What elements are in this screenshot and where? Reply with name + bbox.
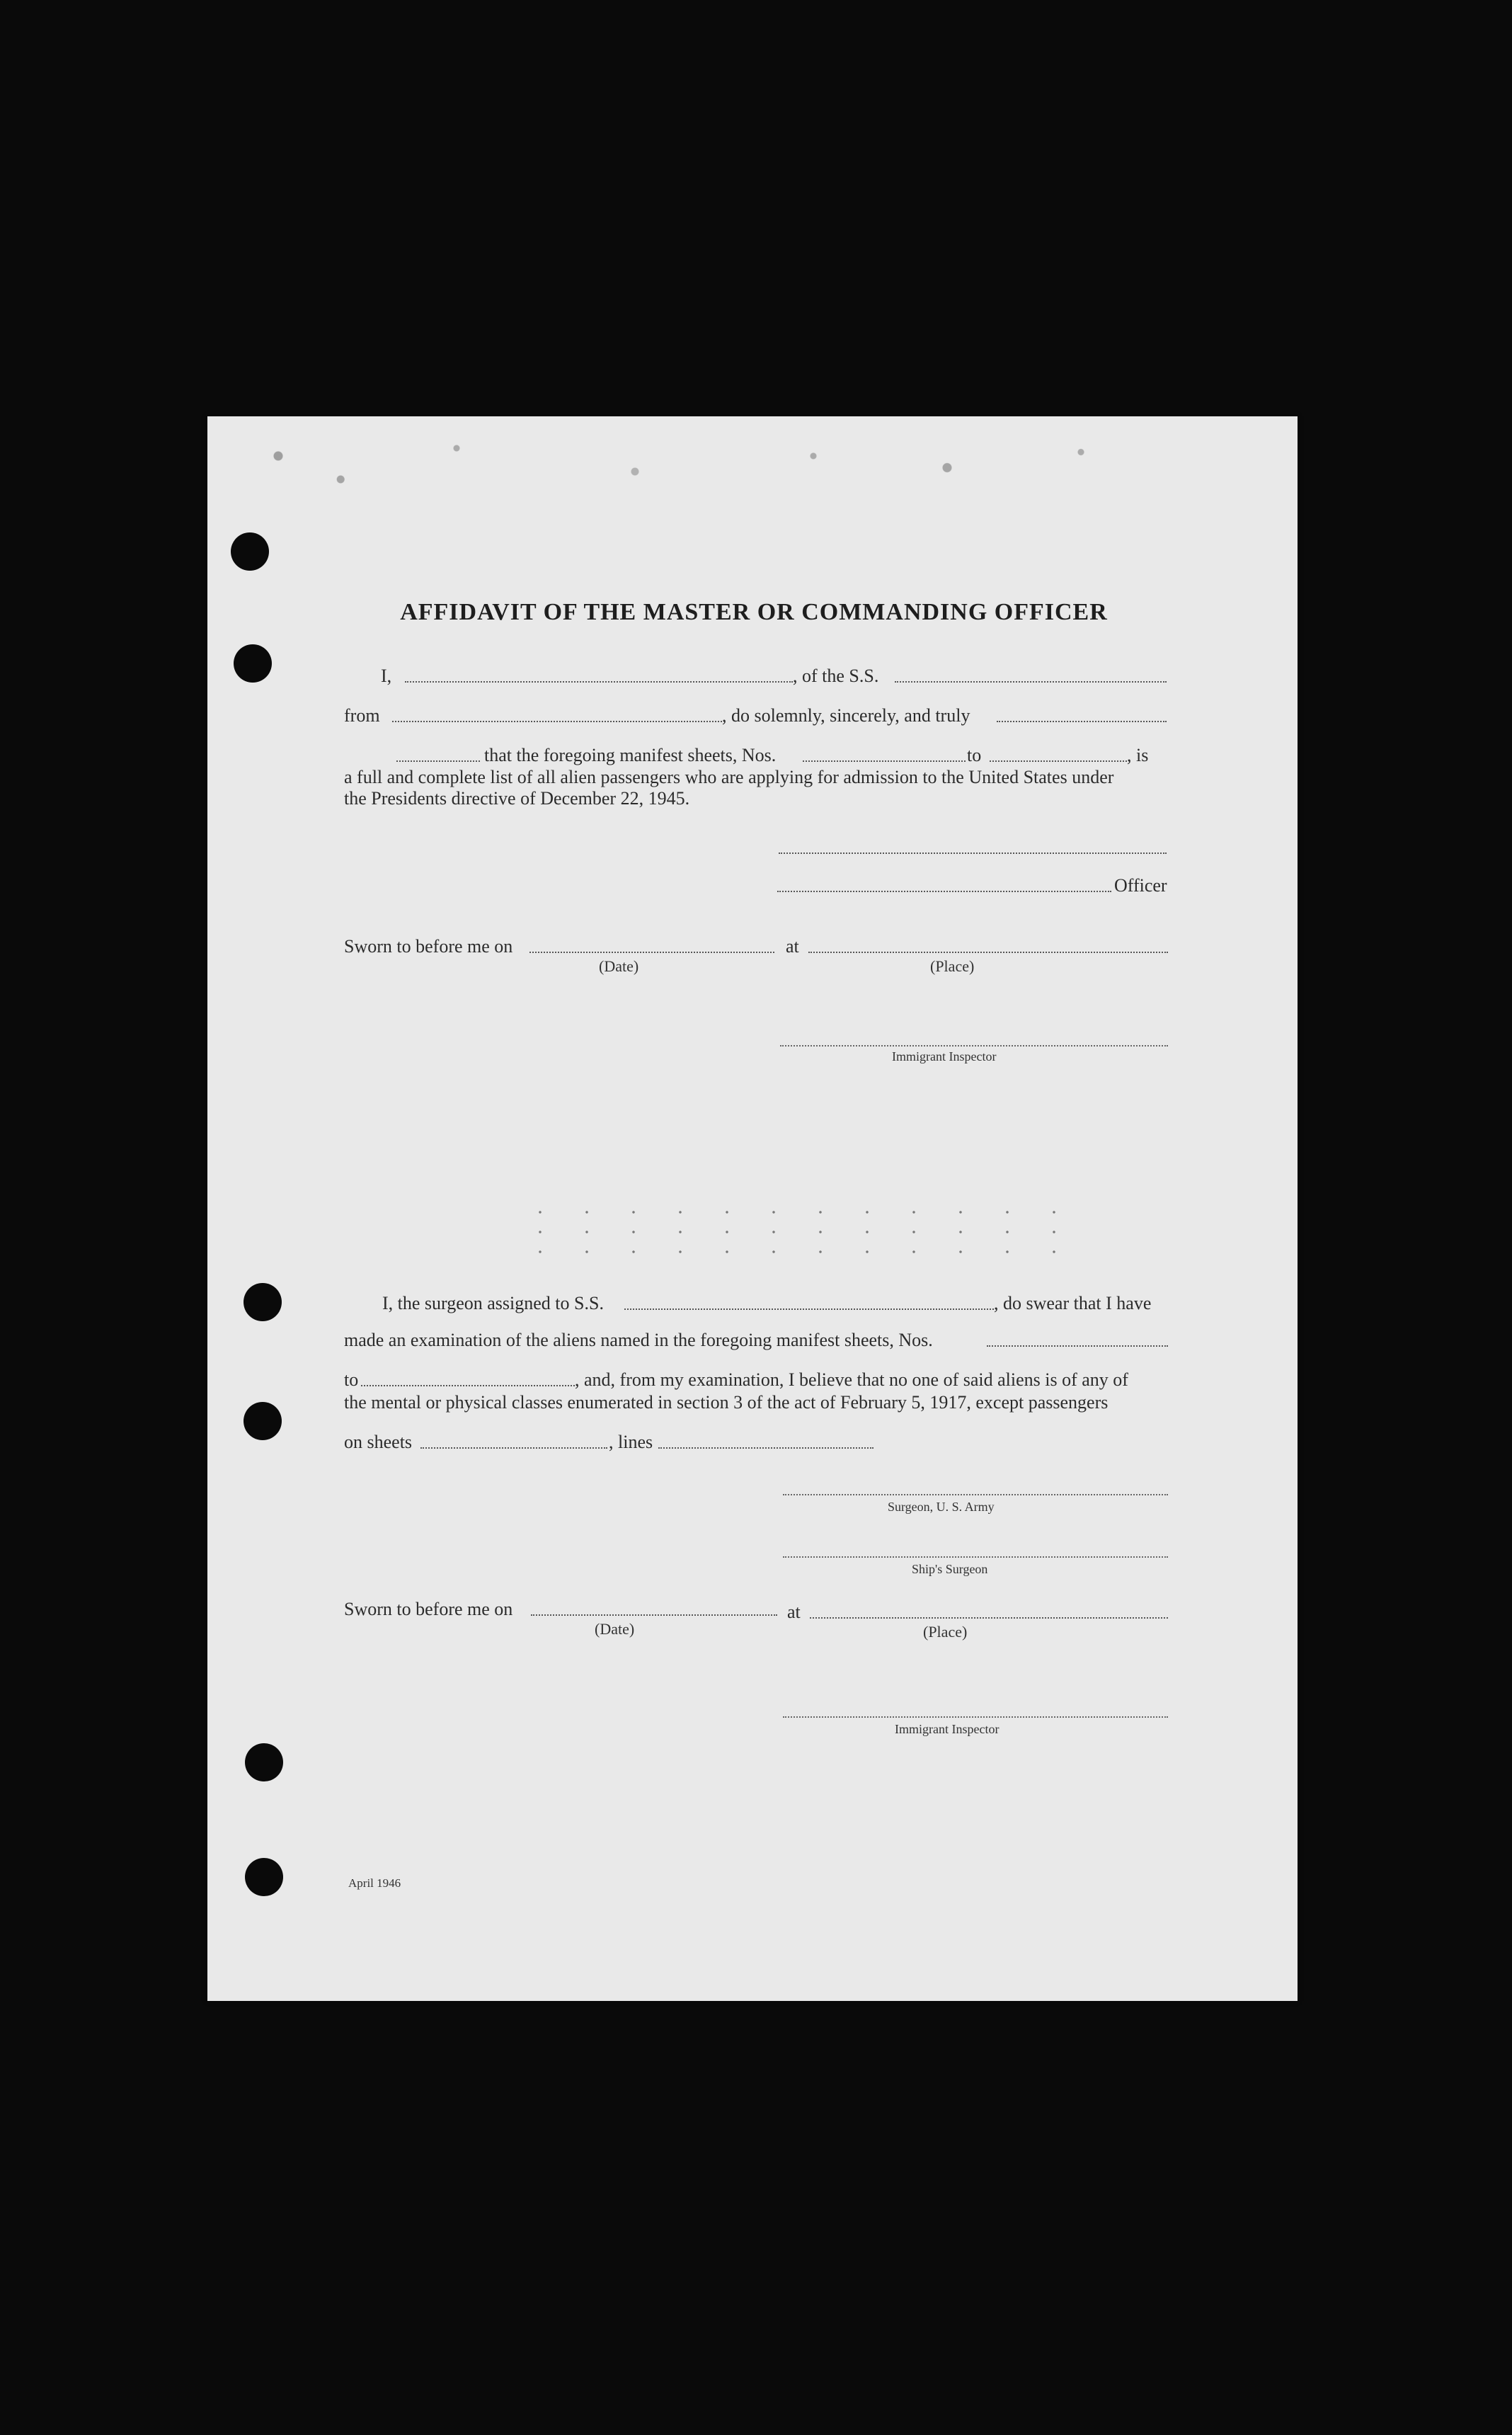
surgeon-place-caption: (Place) — [923, 1623, 968, 1641]
separator-dots — [517, 1231, 1083, 1233]
surgeon-to-field[interactable] — [361, 1385, 575, 1386]
stamp-smudge — [234, 425, 1126, 503]
army-surgeon-caption: Surgeon, U. S. Army — [888, 1500, 995, 1514]
surgeon-sworn-label: Sworn to before me on — [344, 1599, 513, 1619]
sworn-place-field[interactable] — [808, 952, 1168, 953]
master-prefix-field[interactable] — [396, 760, 480, 762]
surgeon-ship-field[interactable] — [624, 1308, 994, 1310]
inspector-signature-line[interactable] — [780, 1045, 1168, 1047]
surgeon-i-text: I, the surgeon assigned to S.S. — [382, 1293, 604, 1313]
master-name-field[interactable] — [405, 681, 793, 683]
master-swear-text: , do solemnly, sincerely, and truly — [722, 705, 970, 726]
master-ss-label: , of the S.S. — [793, 666, 879, 686]
separator-dots — [517, 1250, 1083, 1253]
surgeon-inspector-caption: Immigrant Inspector — [895, 1722, 1000, 1736]
page-title: AFFIDAVIT OF THE MASTER OR COMMANDING OFFICER — [400, 599, 1108, 625]
surgeon-lines-field[interactable] — [658, 1447, 874, 1449]
surgeon-belief-text: , and, from my examination, I believe that no one of said aliens is of any of — [575, 1369, 1128, 1390]
place-caption: (Place) — [930, 957, 975, 975]
master-sheets-text: that the foregoing manifest sheets, Nos. — [484, 745, 777, 765]
binder-hole — [245, 1743, 283, 1781]
ships-surgeon-signature-line[interactable] — [783, 1556, 1168, 1558]
date-caption: (Date) — [599, 957, 639, 975]
surgeon-classes-text: the mental or physical classes enumerated in section 3 of the act of February 5, 1917, except passengers — [344, 1392, 1109, 1413]
binder-hole — [234, 644, 272, 683]
master-sheets-to-field[interactable] — [990, 760, 1127, 762]
army-surgeon-signature-line[interactable] — [783, 1494, 1168, 1495]
officer-signature-line[interactable] — [777, 891, 1111, 892]
sworn-at-label: at — [786, 936, 799, 957]
surgeon-sheets-field[interactable] — [420, 1447, 607, 1449]
sworn-date-field[interactable] — [529, 952, 774, 953]
master-i-label: I, — [381, 666, 392, 686]
surgeon-nos-field[interactable] — [987, 1345, 1168, 1347]
master-paragraph-line2: the Presidents directive of December 22, 1945. — [344, 788, 690, 809]
surgeon-sworn-place-field[interactable] — [810, 1617, 1168, 1619]
surgeon-sworn-at-label: at — [787, 1602, 801, 1622]
surgeon-sheets-label: on sheets — [344, 1432, 413, 1452]
master-swear-field[interactable] — [997, 721, 1167, 722]
binder-hole — [245, 1858, 283, 1896]
binder-hole — [244, 1402, 282, 1440]
surgeon-lines-label: , lines — [609, 1432, 653, 1452]
binder-hole — [231, 532, 269, 571]
signature-line[interactable] — [779, 852, 1167, 854]
surgeon-swear-text: , do swear that I have — [994, 1293, 1152, 1313]
sworn-label: Sworn to before me on — [344, 936, 513, 957]
master-from-label: from — [344, 705, 380, 726]
binder-hole — [244, 1283, 282, 1321]
document-page — [207, 416, 1298, 2001]
master-to-label: to — [967, 745, 982, 765]
surgeon-inspector-signature-line[interactable] — [783, 1716, 1168, 1718]
officer-label: Officer — [1114, 875, 1167, 896]
master-ship-field[interactable] — [895, 681, 1167, 683]
surgeon-to-label: to — [344, 1369, 359, 1390]
surgeon-sworn-date-field[interactable] — [531, 1614, 777, 1616]
master-paragraph-line1: a full and complete list of all alien passengers who are applying for admission to the United States under — [344, 767, 1114, 787]
surgeon-exam-text: made an examination of the aliens named in the foregoing manifest sheets, Nos. — [344, 1330, 933, 1350]
master-is-label: , is — [1127, 745, 1149, 765]
ships-surgeon-caption: Ship's Surgeon — [912, 1562, 988, 1576]
master-from-field[interactable] — [392, 721, 722, 722]
master-sheets-from-field[interactable] — [803, 760, 966, 762]
inspector-caption: Immigrant Inspector — [892, 1049, 997, 1063]
separator-dots — [517, 1211, 1083, 1214]
form-date: April 1946 — [348, 1876, 401, 1890]
surgeon-date-caption: (Date) — [595, 1620, 635, 1638]
